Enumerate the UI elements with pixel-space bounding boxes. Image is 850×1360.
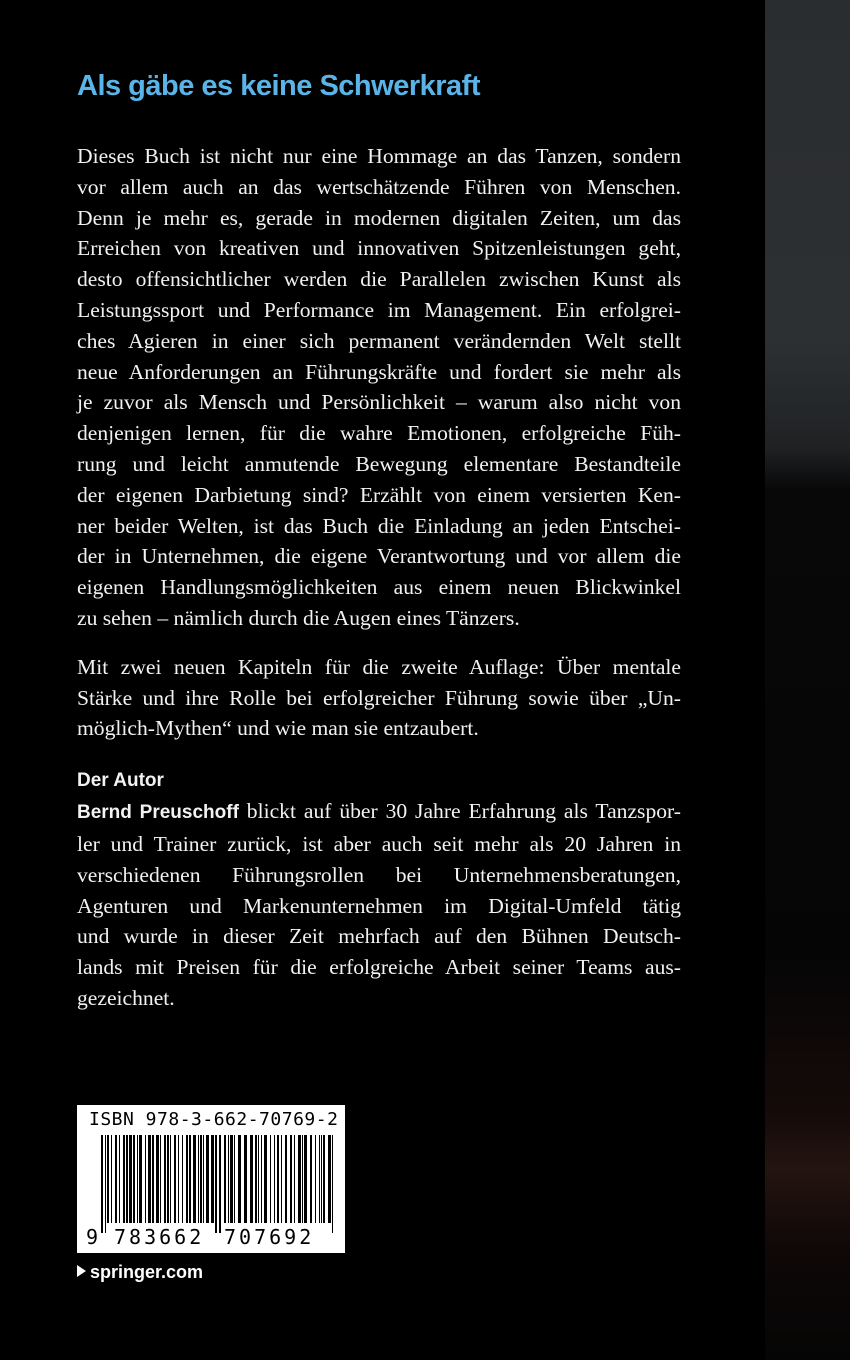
barcode-bar [133,1135,135,1223]
barcode-bar [105,1135,106,1233]
barcode-bar [250,1135,253,1223]
barcode-bar [178,1135,179,1223]
barcode-bar [255,1135,257,1223]
publisher-label: springer.com [90,1262,204,1282]
description-line: eigenen Handlungsmöglichkeiten aus einem neuen Blickwinkel [77,575,681,600]
barcode-bar [310,1135,312,1223]
barcode-bar [230,1135,233,1223]
description-line: denjenigen lernen, für die wahre Emotionen, erfolgreiche Füh- [77,421,681,446]
barcode-bar [228,1135,229,1223]
author-bio-line: verschiedenen Führungsrollen bei Unternehmensberatungen, [77,862,681,887]
barcode-bar [323,1135,325,1223]
isbn-barcode [77,1105,345,1253]
description-line: ner beider Welten, ist das Buch die Einladung an jeden Entschei- [77,513,681,538]
author-bio-line: Agenturen und Markenunternehmen im Digital-Umfeld tätig [77,893,681,918]
author-bio-first-line: blickt auf über 30 Jahre Erfahrung als Tanzspor- [238,799,681,824]
description-line: vor allem auch an das wertschätzende Führen von Menschen. [77,174,681,199]
barcode-bar [302,1135,303,1223]
barcode-bar [315,1135,316,1223]
barcode-bar [258,1135,259,1223]
barcode-bar [261,1135,262,1223]
barcode-bar [328,1135,331,1223]
barcode-bar [224,1135,226,1223]
publisher-link[interactable] [77,1262,203,1283]
description-line: Dieses Buch ist nicht nur eine Hommage an das Tanzen, sondern [77,144,681,168]
barcode-bar [145,1135,146,1223]
barcode-bar [277,1135,279,1223]
barcode-bar [119,1135,120,1223]
arrow-right-icon [77,1265,86,1277]
barcode-bar [211,1135,214,1223]
barcode-bar [193,1135,196,1223]
barcode-bar [137,1135,138,1223]
barcode-bar [290,1135,292,1223]
barcode-bar [167,1135,169,1223]
description-line: neue Anforderungen an Führungskräfte und fordert sie mehr als [77,359,681,384]
author-bio-line: ler und Trainer zurück, ist aber auch seit mehr als 20 Jahren in [77,831,681,856]
barcode-bar [189,1135,191,1223]
barcode-bar [111,1135,112,1223]
barcode-bar [264,1135,267,1223]
cover-image-strip [765,0,850,1360]
description-line: zu sehen – nämlich durch die Augen eines Tänzers. [77,605,520,630]
barcode-bar [129,1135,132,1223]
barcode-bar [174,1135,176,1223]
barcode-bar [148,1135,151,1223]
barcode-digits-left: 783662 [114,1225,205,1249]
barcode-bar [285,1135,287,1223]
barcode-bar [115,1135,117,1223]
barcode-bar [332,1135,333,1233]
barcode-bars [101,1135,333,1233]
author-bio [77,796,681,1014]
barcode-bar [152,1135,154,1223]
new-edition-line: Mit zwei neuen Kapiteln für die zweite Auflage: Über mentale [77,654,681,679]
barcode-bar [215,1135,217,1233]
barcode-bar [156,1135,159,1223]
author-bio-line: lands mit Preisen für die erfolgreiche Arbeit seiner Teams aus- [77,955,681,980]
barcode-bar [244,1135,247,1223]
barcode-bar [198,1135,199,1223]
barcode-digit-prefix: 9 [86,1225,99,1249]
barcode-bar [170,1135,171,1223]
barcode-bar [238,1135,241,1223]
barcode-bar [164,1135,166,1223]
barcode-digits-right: 707692 [224,1225,315,1249]
barcode-bar [203,1135,204,1223]
barcode-bar [234,1135,235,1223]
author-bio-line: und wurde in dieser Zeit mehrfach auf den Bühnen Deutsch- [77,924,681,949]
author-heading: Der Autor [77,770,164,792]
barcode-bar [200,1135,202,1223]
barcode-bar [139,1135,142,1223]
isbn-label: ISBN 978-3-662-70769-2 [89,1109,339,1130]
new-edition-line: Stärke und ihre Rolle bei erfolgreicher Führung sowie über „Un- [77,685,681,710]
barcode-bar [298,1135,301,1223]
description-paragraph [77,141,681,634]
description-line: rung und leicht anmutende Bewegung elementare Bestandteile [77,451,681,476]
back-cover-text [77,70,681,1032]
barcode-bar [304,1135,307,1223]
barcode-bar [126,1135,128,1223]
new-edition-line: möglich-Mythen“ und wie man sie entzaubert. [77,716,479,741]
author-name: Bernd Preuschoff [77,802,239,824]
barcode-bar [206,1135,209,1223]
barcode-bar [321,1135,322,1223]
description-line: der eigenen Darbietung sind? Erzählt von einem versierten Ken- [77,482,681,507]
book-title: Als gäbe es keine Schwerkraft [77,70,480,102]
description-line: Erreichen von kreativen und innovativen Spitzenleistungen geht, [77,236,681,261]
barcode-bar [160,1135,161,1223]
barcode-bar [270,1135,271,1223]
barcode-bar [186,1135,188,1223]
barcode-bar [294,1135,295,1223]
barcode-bar [281,1135,282,1223]
barcode-bar [101,1135,103,1233]
author-bio-line: gezeichnet. [77,985,175,1010]
barcode-bar [219,1135,221,1233]
barcode-bar [319,1135,320,1223]
new-edition-paragraph [77,652,681,744]
description-line: Leistungssport und Performance im Management. Ein erfolgrei- [77,297,681,322]
description-line: Denn je mehr es, gerade in modernen digitalen Zeiten, um das [77,205,681,230]
description-line: desto offensichtlicher werden die Parallelen zwischen Kunst als [77,267,681,292]
barcode-bar [182,1135,183,1223]
barcode-bar [274,1135,275,1223]
barcode-bar [107,1135,109,1223]
description-line: je zuvor als Mensch und Persönlichkeit – warum also nicht von [77,390,681,415]
description-line: ches Agieren in einer sich permanent verändernden Welt stellt [77,328,681,353]
barcode-bar [123,1135,125,1223]
description-line: der in Unternehmen, die eigene Verantwortung und vor allem die [77,544,681,569]
